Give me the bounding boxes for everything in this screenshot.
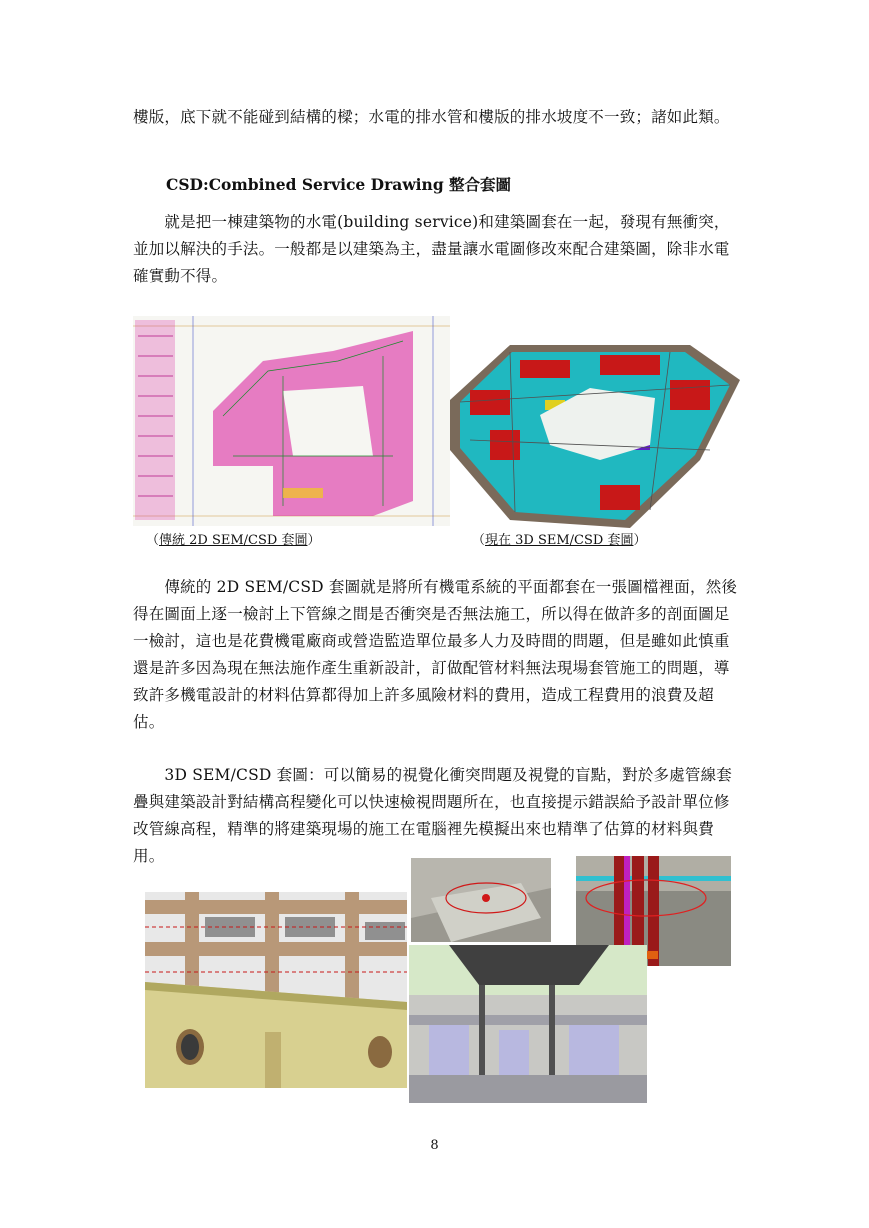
page-number: 8 <box>430 1138 439 1153</box>
paragraph-3d-benefits: 3D SEM/CSD 套圖：可以簡易的視覺化衝突問題及視覺的盲點，對於多處管線套疊與建築設計對結構高程變化可以快速檢視問題所在，也直接提示錯誤給予設計單位修改管線高程，精準的將建築現場的施工在電腦裡先模擬出來也精準了估算的材料與費用。 <box>133 766 732 865</box>
paragraph-2d-traditional: 傳統的 2D SEM/CSD 套圖就是將所有機電系統的平面都套在一張圖檔裡面，然後得在圖面上逐一檢討上下管線之間是否衝突是否無法施工，所以得在做許多的剖面圖足一檢討，這也是花費機電廠商或營造監造單位最多人力及時間的問題，但是雖如此慎重還是許多因為現在無法施作產生重新設計，訂做配管材料無法現場套管施工的問題，導致許多機電設計的材料估算都得加上許多風險材料的費用，造成工程費用的浪費及超估。 <box>133 578 738 731</box>
caption-3d-text: 現在 3D SEM/CSD 套圖 <box>485 533 634 548</box>
caption-2d-close: ） <box>307 533 321 548</box>
cad-plan-graphic <box>133 316 450 526</box>
figure-interior-view <box>409 945 647 1103</box>
interior-graphic <box>409 945 647 1103</box>
caption-3d-close: ） <box>633 533 647 548</box>
ceiling-clash-graphic <box>411 858 551 942</box>
bim-3d-graphic <box>450 340 740 528</box>
caption-2d-open: （ <box>146 533 160 548</box>
figure-3d-bim-model <box>450 340 740 528</box>
caption-2d <box>146 529 320 548</box>
paragraph-intro: 樓版，底下就不能碰到結構的樑；水電的排水管和樓版的排水坡度不一致；諸如此類。 <box>133 108 730 126</box>
paragraph-csd-definition: 就是把一棟建築物的水電(building service)和建築圖套在一起，發現有無衝突，並加以解決的手法。一般都是以建築為主，盡量讓水電圖修改來配合建築圖，除非水電確實動不得。 <box>133 213 730 285</box>
caption-2d-text: 傳統 2D SEM/CSD 套圖 <box>159 533 308 548</box>
section-heading: CSD:Combined Service Drawing 整合套圖 <box>166 175 512 194</box>
caption-3d-open: （ <box>472 533 486 548</box>
structure-graphic <box>145 892 407 1088</box>
figure-3d-structure <box>145 892 407 1088</box>
figure-2d-cad-drawing <box>133 316 450 526</box>
figure-ceiling-clash <box>411 858 551 942</box>
caption-3d <box>472 529 646 548</box>
